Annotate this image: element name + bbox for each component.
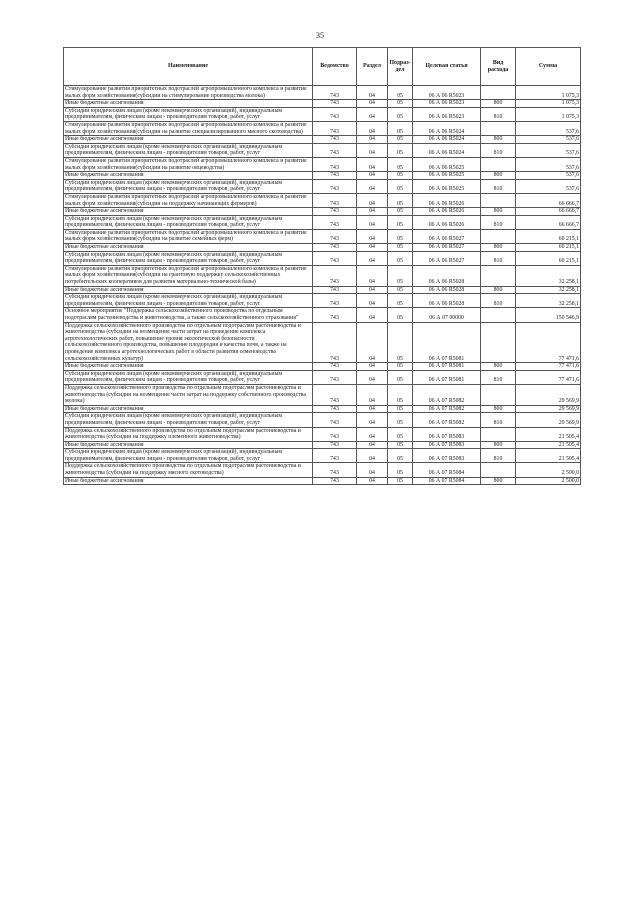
cell-expense-type bbox=[481, 463, 516, 477]
cell-name: Иные бюджетные ассигнования bbox=[64, 405, 313, 413]
cell-subsection: 05 bbox=[388, 294, 413, 308]
cell-amount: 21 505,4 bbox=[516, 427, 581, 441]
cell-subsection: 05 bbox=[388, 107, 413, 121]
cell-subsection: 05 bbox=[388, 143, 413, 157]
cell-section: 04 bbox=[357, 449, 388, 463]
cell-subsection: 05 bbox=[388, 251, 413, 265]
table-row bbox=[64, 244, 581, 252]
cell-target-article: 06 А 07 R5082 bbox=[413, 384, 481, 405]
cell-target-article: 06 А 06 R5028 bbox=[413, 265, 481, 286]
column-header-target-article: Целевая статья bbox=[413, 48, 481, 86]
table-row bbox=[64, 143, 581, 157]
cell-expense-type bbox=[481, 193, 516, 207]
table-row bbox=[64, 427, 581, 441]
cell-subsection: 05 bbox=[388, 463, 413, 477]
table-row bbox=[64, 384, 581, 405]
cell-section: 04 bbox=[357, 477, 388, 485]
table-row bbox=[64, 477, 581, 485]
cell-name: Иные бюджетные ассигнования bbox=[64, 100, 313, 108]
cell-name: Поддержка сельскохозяйственного производства по отдельным подотраслям растениеводства и животноводства (субсидии на возмещение части затрат на проведение комплекса агротехнологических работ, повышение уровня экологической безопасности сельскохозяйственного производства, повышение плодородия и качества почв, а также на проведение комплекса агротехнологических работ в области развития семеноводства сельскохозяйственных культур) bbox=[64, 322, 313, 363]
cell-subsection: 05 bbox=[388, 208, 413, 216]
cell-amount: 1 075,3 bbox=[516, 107, 581, 121]
cell-expense-type: 800 bbox=[481, 172, 516, 180]
cell-department: 743 bbox=[313, 363, 357, 371]
cell-section: 04 bbox=[357, 244, 388, 252]
table-row bbox=[64, 322, 581, 363]
cell-expense-type: 810 bbox=[481, 143, 516, 157]
cell-subsection: 05 bbox=[388, 215, 413, 229]
cell-amount: 1 075,3 bbox=[516, 86, 581, 100]
cell-expense-type bbox=[481, 322, 516, 363]
cell-amount: 537,6 bbox=[516, 179, 581, 193]
cell-name: Иные бюджетные ассигнования bbox=[64, 477, 313, 485]
cell-amount: 29 569,9 bbox=[516, 413, 581, 427]
table-row bbox=[64, 179, 581, 193]
cell-subsection: 05 bbox=[388, 86, 413, 100]
cell-expense-type: 800 bbox=[481, 286, 516, 294]
cell-expense-type bbox=[481, 121, 516, 135]
cell-section: 04 bbox=[357, 384, 388, 405]
cell-target-article: 06 А 07 R5084 bbox=[413, 477, 481, 485]
table-row bbox=[64, 251, 581, 265]
cell-section: 04 bbox=[357, 463, 388, 477]
cell-expense-type: 800 bbox=[481, 405, 516, 413]
cell-name: Субсидии юридическим лицам (кроме некоммерческих организаций), индивидуальным предпринимателям, физическим лицам - производителям товаров, работ, услуг bbox=[64, 449, 313, 463]
cell-section: 04 bbox=[357, 208, 388, 216]
cell-subsection: 05 bbox=[388, 265, 413, 286]
table-row bbox=[64, 121, 581, 135]
cell-name: Стимулирование развития приоритетных подотраслей агропромышленного комплекса и развитие малых форм хозяйствования(субсидии на грантовую поддержку сельскохозяйственных потребительских кооперативов для развития материально-технической базы) bbox=[64, 265, 313, 286]
cell-amount: 66 666,7 bbox=[516, 215, 581, 229]
cell-subsection: 05 bbox=[388, 477, 413, 485]
cell-expense-type bbox=[481, 229, 516, 243]
cell-name: Субсидии юридическим лицам (кроме некоммерческих организаций), индивидуальным предпринимателям, физическим лицам - производителям товаров, работ, услуг bbox=[64, 107, 313, 121]
cell-target-article: 06 А 06 R5023 bbox=[413, 107, 481, 121]
cell-amount: 66 666,7 bbox=[516, 193, 581, 207]
cell-amount: 537,6 bbox=[516, 121, 581, 135]
cell-section: 04 bbox=[357, 172, 388, 180]
cell-name: Иные бюджетные ассигнования bbox=[64, 244, 313, 252]
cell-section: 04 bbox=[357, 157, 388, 171]
cell-amount: 537,6 bbox=[516, 172, 581, 180]
cell-subsection: 05 bbox=[388, 405, 413, 413]
cell-subsection: 05 bbox=[388, 363, 413, 371]
cell-department: 743 bbox=[313, 229, 357, 243]
table-row bbox=[64, 157, 581, 171]
cell-section: 04 bbox=[357, 136, 388, 144]
cell-expense-type: 800 bbox=[481, 136, 516, 144]
table-row bbox=[64, 463, 581, 477]
cell-target-article: 06 А 07 R5084 bbox=[413, 463, 481, 477]
cell-target-article: 06 А 06 R5026 bbox=[413, 193, 481, 207]
cell-name: Субсидии юридическим лицам (кроме некоммерческих организаций), индивидуальным предпринимателям, физическим лицам - производителям товаров, работ, услуг bbox=[64, 294, 313, 308]
table-row bbox=[64, 86, 581, 100]
cell-target-article: 06 А 06 R5026 bbox=[413, 208, 481, 216]
cell-name: Стимулирование развития приоритетных подотраслей агропромышленного комплекса и развитие малых форм хозяйствования(субсидии на развитие специализированного мясного скотоводства) bbox=[64, 121, 313, 135]
table-row bbox=[64, 265, 581, 286]
cell-section: 04 bbox=[357, 251, 388, 265]
cell-subsection: 05 bbox=[388, 157, 413, 171]
cell-target-article: 06 А 06 R5024 bbox=[413, 136, 481, 144]
cell-amount: 29 569,9 bbox=[516, 405, 581, 413]
cell-department: 743 bbox=[313, 208, 357, 216]
cell-section: 04 bbox=[357, 86, 388, 100]
cell-amount: 150 546,9 bbox=[516, 308, 581, 322]
cell-department: 743 bbox=[313, 370, 357, 384]
cell-target-article: 06 А 06 R5024 bbox=[413, 143, 481, 157]
cell-subsection: 05 bbox=[388, 286, 413, 294]
cell-section: 04 bbox=[357, 441, 388, 449]
cell-name: Иные бюджетные ассигнования bbox=[64, 441, 313, 449]
cell-target-article: 06 А 07 R5081 bbox=[413, 370, 481, 384]
cell-target-article: 06 А 07 R5083 bbox=[413, 441, 481, 449]
cell-name: Иные бюджетные ассигнования bbox=[64, 172, 313, 180]
cell-department: 743 bbox=[313, 286, 357, 294]
cell-expense-type: 800 bbox=[481, 244, 516, 252]
cell-section: 04 bbox=[357, 193, 388, 207]
table-row bbox=[64, 193, 581, 207]
cell-expense-type: 810 bbox=[481, 251, 516, 265]
cell-subsection: 05 bbox=[388, 179, 413, 193]
table-row bbox=[64, 294, 581, 308]
cell-department: 743 bbox=[313, 86, 357, 100]
cell-section: 04 bbox=[357, 427, 388, 441]
cell-target-article: 06 А 07 R5082 bbox=[413, 405, 481, 413]
cell-department: 743 bbox=[313, 107, 357, 121]
cell-amount: 537,6 bbox=[516, 136, 581, 144]
cell-amount: 1 075,3 bbox=[516, 100, 581, 108]
cell-target-article: 06 А 06 R5027 bbox=[413, 251, 481, 265]
cell-department: 743 bbox=[313, 441, 357, 449]
cell-name: Субсидии юридическим лицам (кроме некоммерческих организаций), индивидуальным предпринимателям, физическим лицам - производителям товаров, работ, услуг bbox=[64, 215, 313, 229]
cell-target-article: 06 А 06 R5023 bbox=[413, 86, 481, 100]
table-row bbox=[64, 413, 581, 427]
cell-department: 743 bbox=[313, 100, 357, 108]
cell-expense-type bbox=[481, 265, 516, 286]
cell-target-article: 06 А 06 R5026 bbox=[413, 215, 481, 229]
cell-section: 04 bbox=[357, 363, 388, 371]
cell-subsection: 05 bbox=[388, 427, 413, 441]
cell-amount: 2 500,0 bbox=[516, 477, 581, 485]
table-row bbox=[64, 449, 581, 463]
cell-expense-type: 800 bbox=[481, 477, 516, 485]
cell-target-article: 06 А 07 00000 bbox=[413, 308, 481, 322]
cell-amount: 21 505,4 bbox=[516, 441, 581, 449]
cell-subsection: 05 bbox=[388, 136, 413, 144]
cell-amount: 32 258,1 bbox=[516, 294, 581, 308]
cell-name: Стимулирование развития приоритетных подотраслей агропромышленного комплекса и развитие малых форм хозяйствования(субсидии на развитие овцеводства) bbox=[64, 157, 313, 171]
cell-subsection: 05 bbox=[388, 322, 413, 363]
cell-subsection: 05 bbox=[388, 193, 413, 207]
cell-amount: 66 666,7 bbox=[516, 208, 581, 216]
cell-department: 743 bbox=[313, 477, 357, 485]
cell-subsection: 05 bbox=[388, 121, 413, 135]
column-header-department: Ведомство bbox=[313, 48, 357, 86]
cell-section: 04 bbox=[357, 405, 388, 413]
cell-target-article: 06 А 07 R5083 bbox=[413, 449, 481, 463]
cell-subsection: 05 bbox=[388, 449, 413, 463]
cell-expense-type bbox=[481, 86, 516, 100]
cell-target-article: 06 А 06 R5025 bbox=[413, 157, 481, 171]
cell-target-article: 06 А 06 R5025 bbox=[413, 172, 481, 180]
cell-section: 04 bbox=[357, 215, 388, 229]
cell-department: 743 bbox=[313, 384, 357, 405]
cell-department: 743 bbox=[313, 449, 357, 463]
cell-amount: 77 471,6 bbox=[516, 363, 581, 371]
cell-section: 04 bbox=[357, 107, 388, 121]
cell-amount: 32 258,1 bbox=[516, 265, 581, 286]
cell-amount: 537,6 bbox=[516, 157, 581, 171]
cell-department: 743 bbox=[313, 136, 357, 144]
column-header-expense-type: Вид расхода bbox=[481, 48, 516, 86]
cell-department: 743 bbox=[313, 294, 357, 308]
cell-section: 04 bbox=[357, 286, 388, 294]
table-row bbox=[64, 308, 581, 322]
cell-amount: 21 505,4 bbox=[516, 449, 581, 463]
cell-target-article: 06 А 06 R5028 bbox=[413, 286, 481, 294]
cell-target-article: 06 А 06 R5027 bbox=[413, 244, 481, 252]
cell-department: 743 bbox=[313, 265, 357, 286]
cell-section: 04 bbox=[357, 370, 388, 384]
budget-table bbox=[63, 47, 581, 485]
cell-name: Поддержка сельскохозяйственного производства по отдельным подотраслям растениеводства и животноводства (субсидии на поддержку племенного животноводства) bbox=[64, 427, 313, 441]
cell-expense-type: 810 bbox=[481, 413, 516, 427]
column-header-section: Раздел bbox=[357, 48, 388, 86]
table-row bbox=[64, 370, 581, 384]
cell-section: 04 bbox=[357, 294, 388, 308]
cell-department: 743 bbox=[313, 405, 357, 413]
cell-amount: 29 569,9 bbox=[516, 384, 581, 405]
cell-name: Субсидии юридическим лицам (кроме некоммерческих организаций), индивидуальным предпринимателям, физическим лицам - производителям товаров, работ, услуг bbox=[64, 251, 313, 265]
cell-expense-type: 810 bbox=[481, 449, 516, 463]
cell-name: Стимулирование развития приоритетных подотраслей агропромышленного комплекса и развитие малых форм хозяйствования(субсидии на развитие семейных ферм) bbox=[64, 229, 313, 243]
cell-section: 04 bbox=[357, 308, 388, 322]
cell-subsection: 05 bbox=[388, 100, 413, 108]
cell-name: Субсидии юридическим лицам (кроме некоммерческих организаций), индивидуальным предпринимателям, физическим лицам - производителям товаров, работ, услуг bbox=[64, 370, 313, 384]
cell-expense-type bbox=[481, 308, 516, 322]
cell-name: Поддержка сельскохозяйственного производства по отдельным подотраслям растениеводства и животноводства (субсидии на поддержку мясного скотоводства) bbox=[64, 463, 313, 477]
cell-section: 04 bbox=[357, 322, 388, 363]
table-row bbox=[64, 172, 581, 180]
cell-expense-type: 810 bbox=[481, 370, 516, 384]
table-row bbox=[64, 107, 581, 121]
cell-department: 743 bbox=[313, 308, 357, 322]
cell-department: 743 bbox=[313, 179, 357, 193]
cell-department: 743 bbox=[313, 193, 357, 207]
table-row bbox=[64, 363, 581, 371]
cell-subsection: 05 bbox=[388, 308, 413, 322]
cell-section: 04 bbox=[357, 229, 388, 243]
table-row bbox=[64, 441, 581, 449]
cell-subsection: 05 bbox=[388, 384, 413, 405]
cell-subsection: 05 bbox=[388, 172, 413, 180]
cell-subsection: 05 bbox=[388, 441, 413, 449]
table-row bbox=[64, 229, 581, 243]
table-row bbox=[64, 100, 581, 108]
cell-amount: 2 500,0 bbox=[516, 463, 581, 477]
cell-expense-type: 810 bbox=[481, 215, 516, 229]
cell-section: 04 bbox=[357, 413, 388, 427]
cell-target-article: 06 А 07 R5082 bbox=[413, 413, 481, 427]
cell-section: 04 bbox=[357, 265, 388, 286]
cell-name: Субсидии юридическим лицам (кроме некоммерческих организаций), индивидуальным предпринимателям, физическим лицам - производителям товаров, работ, услуг bbox=[64, 179, 313, 193]
cell-amount: 77 471,6 bbox=[516, 370, 581, 384]
cell-amount: 60 215,1 bbox=[516, 229, 581, 243]
cell-amount: 60 215,1 bbox=[516, 251, 581, 265]
cell-name: Иные бюджетные ассигнования bbox=[64, 208, 313, 216]
cell-target-article: 06 А 07 R5083 bbox=[413, 427, 481, 441]
cell-name: Субсидии юридическим лицам (кроме некоммерческих организаций), индивидуальным предпринимателям, физическим лицам - производителям товаров, работ, услуг bbox=[64, 413, 313, 427]
table-row bbox=[64, 215, 581, 229]
cell-expense-type: 800 bbox=[481, 208, 516, 216]
cell-subsection: 05 bbox=[388, 244, 413, 252]
table-row bbox=[64, 286, 581, 294]
cell-expense-type: 810 bbox=[481, 294, 516, 308]
cell-section: 04 bbox=[357, 179, 388, 193]
cell-department: 743 bbox=[313, 251, 357, 265]
cell-target-article: 06 А 07 R5081 bbox=[413, 322, 481, 363]
cell-expense-type: 810 bbox=[481, 107, 516, 121]
cell-department: 743 bbox=[313, 143, 357, 157]
table-row bbox=[64, 405, 581, 413]
cell-target-article: 06 А 06 R5025 bbox=[413, 179, 481, 193]
cell-name: Иные бюджетные ассигнования bbox=[64, 363, 313, 371]
cell-name: Поддержка сельскохозяйственного производства по отдельным подотраслям растениеводства и животноводства (субсидии на возмещение части затрат на поддержку собственного производства молока) bbox=[64, 384, 313, 405]
cell-expense-type: 800 bbox=[481, 441, 516, 449]
cell-department: 743 bbox=[313, 244, 357, 252]
cell-target-article: 06 А 06 R5027 bbox=[413, 229, 481, 243]
cell-expense-type: 810 bbox=[481, 179, 516, 193]
column-header-name: Наименование bbox=[64, 48, 313, 86]
cell-expense-type bbox=[481, 157, 516, 171]
cell-subsection: 05 bbox=[388, 413, 413, 427]
cell-expense-type: 800 bbox=[481, 100, 516, 108]
cell-target-article: 06 А 07 R5081 bbox=[413, 363, 481, 371]
column-header-subsection: Подраз-дел bbox=[388, 48, 413, 86]
cell-name: Стимулирование развития приоритетных подотраслей агропромышленного комплекса и развитие малых форм хозяйствования(субсидии на стимулирование производства молока) bbox=[64, 86, 313, 100]
cell-name: Иные бюджетные ассигнования bbox=[64, 136, 313, 144]
cell-amount: 77 471,6 bbox=[516, 322, 581, 363]
cell-target-article: 06 А 06 R5024 bbox=[413, 121, 481, 135]
cell-section: 04 bbox=[357, 143, 388, 157]
cell-section: 04 bbox=[357, 121, 388, 135]
cell-section: 04 bbox=[357, 100, 388, 108]
cell-amount: 32 258,1 bbox=[516, 286, 581, 294]
cell-target-article: 06 А 06 R5023 bbox=[413, 100, 481, 108]
cell-expense-type bbox=[481, 384, 516, 405]
cell-department: 743 bbox=[313, 463, 357, 477]
cell-department: 743 bbox=[313, 427, 357, 441]
cell-amount: 537,6 bbox=[516, 143, 581, 157]
cell-department: 743 bbox=[313, 172, 357, 180]
cell-amount: 60 215,1 bbox=[516, 244, 581, 252]
cell-name: Основное мероприятие "Поддержка сельскохозяйственного производства по отдельным подотраслям растениеводства и животноводства, а также сельскохозяйственного страхования" bbox=[64, 308, 313, 322]
cell-expense-type bbox=[481, 427, 516, 441]
page-number: 35 bbox=[316, 31, 324, 40]
cell-target-article: 06 А 06 R5028 bbox=[413, 294, 481, 308]
cell-subsection: 05 bbox=[388, 370, 413, 384]
table-header-row bbox=[64, 48, 581, 86]
table-row bbox=[64, 136, 581, 144]
table-body bbox=[64, 86, 581, 485]
cell-expense-type: 800 bbox=[481, 363, 516, 371]
cell-name: Субсидии юридическим лицам (кроме некоммерческих организаций), индивидуальным предпринимателям, физическим лицам - производителям товаров, работ, услуг bbox=[64, 143, 313, 157]
cell-name: Стимулирование развития приоритетных подотраслей агропромышленного комплекса и развитие малых форм хозяйствования(субсидии на поддержку начинающих фермеров) bbox=[64, 193, 313, 207]
column-header-amount: Сумма bbox=[516, 48, 581, 86]
cell-department: 743 bbox=[313, 157, 357, 171]
cell-department: 743 bbox=[313, 121, 357, 135]
cell-subsection: 05 bbox=[388, 229, 413, 243]
cell-department: 743 bbox=[313, 215, 357, 229]
cell-department: 743 bbox=[313, 413, 357, 427]
cell-department: 743 bbox=[313, 322, 357, 363]
cell-name: Иные бюджетные ассигнования bbox=[64, 286, 313, 294]
table-row bbox=[64, 208, 581, 216]
